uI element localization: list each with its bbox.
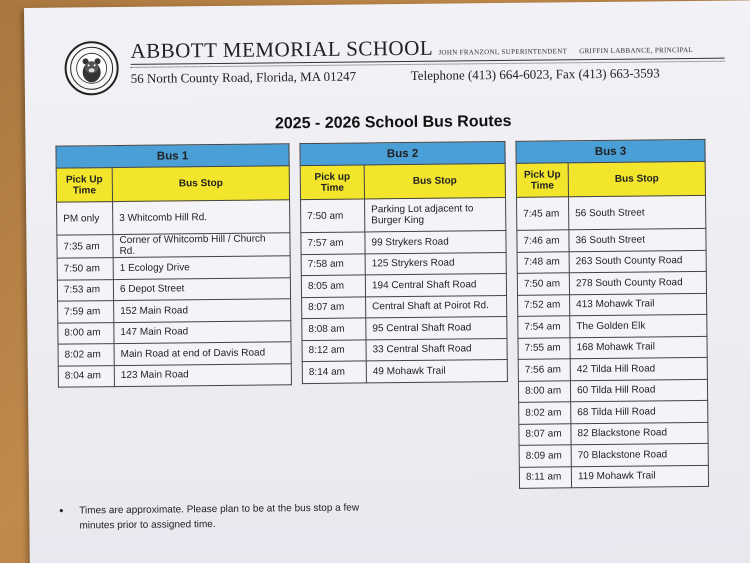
pickup-time: 7:46 am bbox=[517, 230, 569, 252]
bus-stop: Main Road at end of Davis Road bbox=[114, 342, 291, 365]
letterhead bbox=[60, 27, 720, 86]
document-page bbox=[24, 0, 750, 563]
table-row bbox=[517, 250, 706, 273]
bus-stop: 33 Central Shaft Road bbox=[366, 338, 507, 361]
bus-stop: 119 Mohawk Trail bbox=[571, 465, 708, 488]
bus-stop: 168 Mohawk Trail bbox=[570, 336, 707, 359]
pickup-time: 7:56 am bbox=[518, 359, 570, 381]
bus-stop: 36 South Street bbox=[569, 228, 706, 251]
table-row bbox=[518, 314, 707, 337]
table-row bbox=[302, 338, 507, 362]
timing-note bbox=[59, 500, 369, 533]
superintendent-name: JOHN FRANZONI, SUPERINTENDENT bbox=[438, 47, 568, 57]
table-row bbox=[58, 342, 291, 366]
bus-stop: 152 Main Road bbox=[114, 299, 291, 322]
pickup-time: 8:00 am bbox=[58, 322, 114, 344]
bus-stop: 95 Central Shaft Road bbox=[366, 316, 507, 339]
bus-stop: 42 Tilda Hill Road bbox=[570, 357, 707, 380]
pickup-time: 8:07 am bbox=[302, 296, 366, 318]
bus-2-header: Bus 2 bbox=[300, 141, 505, 165]
bus-1-table bbox=[55, 143, 292, 387]
table-row bbox=[517, 228, 706, 251]
bus-stop: 3 Whitcomb Hill Rd. bbox=[113, 200, 290, 235]
table-row bbox=[57, 277, 290, 301]
pickup-time: 7:55 am bbox=[518, 337, 570, 359]
bus-stop: 278 South County Road bbox=[569, 271, 706, 294]
school-officials bbox=[438, 46, 703, 57]
table-row bbox=[57, 200, 290, 235]
pickup-time: 7:48 am bbox=[517, 251, 569, 273]
bus-stop: 68 Tilda Hill Road bbox=[571, 400, 708, 423]
table-row bbox=[58, 299, 291, 323]
table-row bbox=[58, 320, 291, 344]
table-row bbox=[518, 379, 707, 402]
table-row bbox=[518, 293, 707, 316]
pickup-time: 7:45 am bbox=[517, 197, 569, 231]
bus-stop: 147 Main Road bbox=[114, 320, 291, 343]
pickup-time: 8:12 am bbox=[302, 339, 366, 361]
bus-stop-header: Bus Stop bbox=[112, 166, 289, 202]
table-row bbox=[57, 256, 290, 280]
table-row bbox=[519, 465, 708, 488]
table-row bbox=[302, 295, 507, 319]
pickup-time: 8:04 am bbox=[58, 365, 114, 387]
bus-stop: 125 Strykers Road bbox=[365, 252, 506, 275]
pickup-time: 7:50 am bbox=[57, 258, 113, 280]
bus-stop: 413 Mohawk Trail bbox=[570, 293, 707, 316]
pickup-time: 7:54 am bbox=[518, 316, 570, 338]
principal-name: GRIFFIN LABBANCE, PRINCIPAL bbox=[579, 45, 694, 56]
pickup-time: 7:50 am bbox=[517, 273, 569, 295]
bus-stop: 1 Ecology Drive bbox=[113, 256, 290, 279]
bus-stop: The Golden Elk bbox=[570, 314, 707, 337]
pickup-time: 8:14 am bbox=[302, 361, 366, 383]
bus-stop: 60 Tilda Hill Road bbox=[570, 379, 707, 402]
school-address: 56 North County Road, Florida, MA 01247 bbox=[130, 68, 357, 86]
pickup-time: 7:53 am bbox=[57, 279, 113, 301]
bus-stop: 263 South County Road bbox=[569, 250, 706, 273]
table-row bbox=[518, 357, 707, 380]
bus-stop: 56 South Street bbox=[569, 195, 706, 229]
school-name: ABBOTT MEMORIAL SCHOOL bbox=[130, 35, 434, 63]
bus-3-header: Bus 3 bbox=[516, 139, 705, 163]
bus-stop-header: Bus Stop bbox=[364, 163, 505, 198]
bus-stop: Parking Lot adjacent to Burger King bbox=[365, 197, 506, 231]
bear-mascot-icon bbox=[64, 41, 119, 96]
bus-stop: 99 Strykers Road bbox=[365, 230, 506, 253]
bullet-icon: • bbox=[59, 503, 64, 518]
table-row bbox=[517, 195, 706, 230]
table-row bbox=[302, 316, 507, 340]
pickup-time: 7:58 am bbox=[301, 253, 365, 275]
pickup-time: 8:00 am bbox=[518, 380, 570, 402]
pickup-time: 8:02 am bbox=[519, 402, 571, 424]
bus-1-header: Bus 1 bbox=[56, 144, 289, 168]
table-row bbox=[519, 422, 708, 445]
pickup-time: 8:11 am bbox=[519, 466, 571, 488]
bus-stop-header: Bus Stop bbox=[568, 161, 705, 196]
pickup-time-header: Pick Up Time bbox=[56, 168, 112, 203]
pickup-time: 7:52 am bbox=[518, 294, 570, 316]
pickup-time: 7:35 am bbox=[57, 235, 113, 259]
bus-stop: 6 Depot Street bbox=[113, 277, 290, 300]
timing-note-text: Times are approximate. Please plan to be at the bus stop a few minutes prior to assigned time. bbox=[79, 502, 360, 532]
bus-stop: Central Shaft at Poirot Rd. bbox=[366, 295, 507, 318]
pickup-time-header: Pick up Time bbox=[300, 165, 364, 200]
table-row bbox=[58, 363, 291, 387]
table-row bbox=[517, 271, 706, 294]
bus-stop: 123 Main Road bbox=[114, 363, 291, 386]
table-row bbox=[301, 273, 506, 297]
pickup-time: 8:02 am bbox=[58, 344, 114, 366]
pickup-time: 8:05 am bbox=[301, 275, 365, 297]
pickup-time: 7:57 am bbox=[301, 232, 365, 254]
pickup-time-header: Pick Up Time bbox=[516, 163, 568, 198]
bus-stop: 194 Central Shaft Road bbox=[365, 273, 506, 296]
bus-stop: 70 Blackstone Road bbox=[571, 443, 708, 466]
table-row bbox=[519, 443, 708, 466]
pickup-time: 7:59 am bbox=[58, 301, 114, 323]
school-phone: Telephone (413) 664-6023, Fax (413) 663-3593 bbox=[410, 65, 660, 83]
bus-stop: 82 Blackstone Road bbox=[571, 422, 708, 445]
table-row bbox=[301, 252, 506, 276]
pickup-time: PM only bbox=[57, 202, 113, 236]
bus-3-table bbox=[515, 139, 709, 489]
table-row bbox=[301, 230, 506, 254]
pickup-time: 8:09 am bbox=[519, 445, 571, 467]
bus-2-table bbox=[299, 141, 508, 384]
document-title: 2025 - 2026 School Bus Routes bbox=[274, 112, 512, 133]
table-row bbox=[301, 197, 506, 232]
bus-stop: 49 Mohawk Trail bbox=[366, 359, 507, 382]
pickup-time: 8:07 am bbox=[519, 423, 571, 445]
pickup-time: 7:50 am bbox=[301, 199, 365, 233]
table-row bbox=[302, 359, 507, 383]
table-row bbox=[518, 336, 707, 359]
pickup-time: 8:08 am bbox=[302, 318, 366, 340]
bus-stop: Corner of Whitcomb Hill / Church Rd. bbox=[113, 233, 290, 258]
table-row bbox=[519, 400, 708, 423]
table-row bbox=[57, 233, 290, 258]
